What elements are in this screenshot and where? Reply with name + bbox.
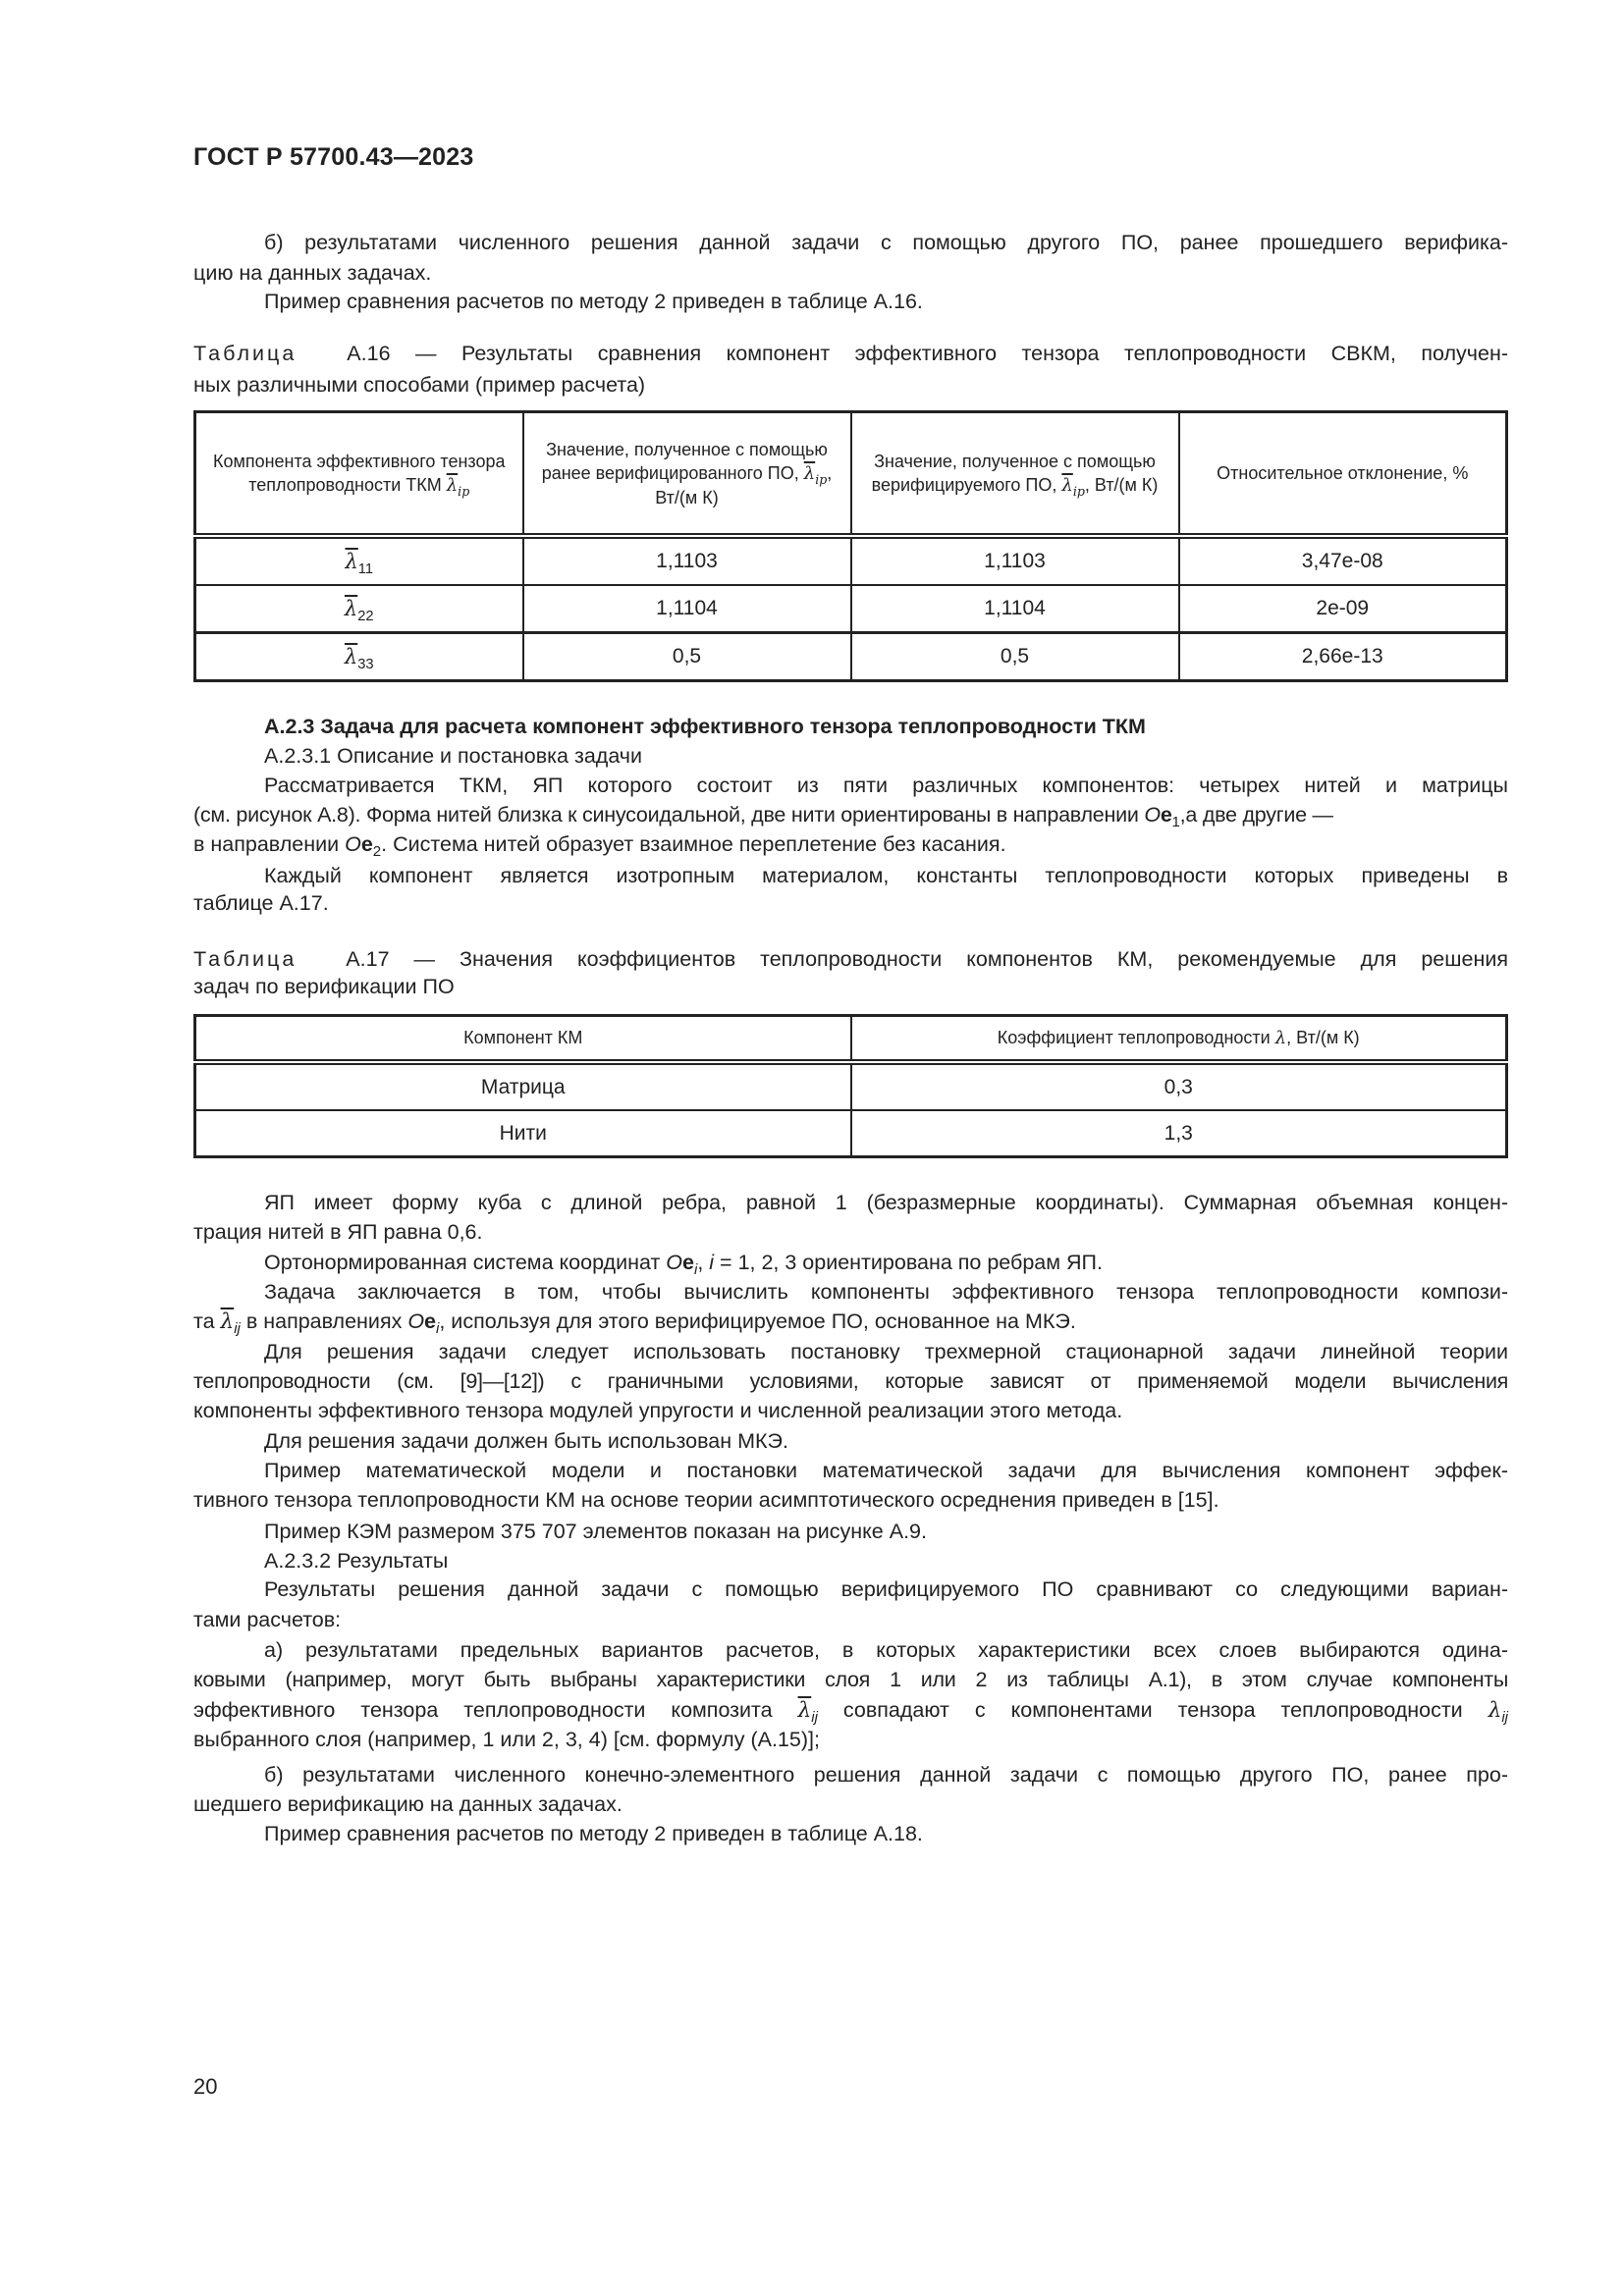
paragraph-line: тами расчетов: <box>193 1608 342 1631</box>
table-caption: задач по верификации ПО <box>193 975 455 998</box>
table-row <box>195 1110 1507 1157</box>
paragraph-line: Для решения задачи должен быть использован МКЭ. <box>264 1429 788 1453</box>
paragraph-line: в направлении $Oe_2$. Система нитей образует взаимное переплетение без касания. <box>193 832 1006 860</box>
value-cell: 0,3 <box>851 1062 1507 1110</box>
table-a17 <box>193 1014 1508 1158</box>
table-caption-text: А.16 — Результаты сравнения компонент эффективного тензора теплопроводности СВКМ, получен- <box>347 342 1508 365</box>
verified-value-cell: 1,1104 <box>851 585 1179 633</box>
paragraph-line: Пример сравнения расчетов по методу 2 приведен в таблице А.18. <box>264 1822 923 1845</box>
paragraph-line: ЯП имеет форму куба с длиной ребра, равной 1 (безразмерные координаты). Суммарная объемная концен- <box>264 1191 1508 1214</box>
document-header: ГОСТ Р 57700.43—2023 <box>193 143 474 171</box>
paragraph-line: теплопроводности (см. [9]—[12]) с граничными условиями, которые зависят от применяемой модели вычисления <box>193 1369 1508 1393</box>
table-header-cell: Значение, полученное с помощью ранее верифицированного ПО, $\overline{\lambda}_{ip}$, Вт/(м К) <box>523 412 851 537</box>
component-cell: $\overline{\lambda}_{11}$ <box>195 536 523 585</box>
paragraph-line: б) результатами численного конечно-элементного решения данной задачи с помощью другого ПО, ранее про- <box>264 1763 1508 1787</box>
paragraph-line: Пример математической модели и постановки математической задачи для вычисления компонент эффек- <box>264 1459 1508 1482</box>
reference-value-cell: 1,1104 <box>523 585 851 633</box>
deviation-cell: 2e-09 <box>1179 585 1507 633</box>
paragraph-line: трация нитей в ЯП равна 0,6. <box>193 1220 483 1244</box>
paragraph-line: выбранного слоя (например, 1 или 2, 3, 4) [см. формулу (А.15)]; <box>193 1728 820 1751</box>
paragraph-line: Результаты решения данной задачи с помощью верифицируемого ПО сравнивают со следующими вариан- <box>264 1577 1508 1601</box>
paragraph-line: таблице А.17. <box>193 891 329 915</box>
paragraph-line: а) результатами предельных вариантов расчетов, в которых характеристики всех слоев выбираются одина- <box>264 1638 1508 1662</box>
table-row <box>195 585 1507 633</box>
paragraph-line: Задача заключается в том, чтобы вычислить компоненты эффективного тензора теплопроводности компози- <box>264 1280 1508 1304</box>
component-cell: Матрица <box>195 1062 851 1110</box>
paragraph-line: (см. рисунок А.8). Форма нитей близка к синусоидальной, две нити ориентированы в направлении $Oe_1,а$ две другие — <box>193 803 1333 830</box>
table-row <box>195 633 1507 681</box>
deviation-cell: 2,66e-13 <box>1179 633 1507 681</box>
table-header-cell: Компонента эффективного тензора теплопроводности ТКМ $\overline{\lambda}_{ip}$ <box>195 412 523 537</box>
paragraph-line: ковыми (например, могут быть выбраны характеристики слоя 1 или 2 из таблицы А.1), в этом случае компоненты <box>193 1668 1508 1691</box>
table-header-cell: Относительное отклонение, % <box>1179 412 1507 537</box>
table-row <box>195 1062 1507 1110</box>
reference-value-cell: 0,5 <box>523 633 851 681</box>
paragraph-line: цию на данных задачах. <box>193 261 432 285</box>
table-row <box>195 536 1507 585</box>
table-a16 <box>193 410 1508 682</box>
section-heading: А.2.3 Задача для расчета компонент эффективного тензора теплопроводности ТКМ <box>264 715 1146 738</box>
table-caption <box>193 944 1508 975</box>
table-header-cell: Компонент КМ <box>195 1016 851 1063</box>
paragraph-line: компоненты эффективного тензора модулей упругости и численной реализации этого метода. <box>193 1399 1123 1422</box>
subsection-heading: А.2.3.2 Результаты <box>264 1549 449 1573</box>
table-caption-text: А.17 — Значения коэффициентов теплопроводности компонентов КМ, рекомендуемые для решения <box>346 947 1508 971</box>
page-number: 20 <box>193 2074 218 2099</box>
paragraph-line: б) результатами численного решения данной задачи с помощью другого ПО, ранее прошедшего верифика- <box>264 231 1508 254</box>
component-cell: Нити <box>195 1110 851 1157</box>
verified-value-cell: 1,1103 <box>851 536 1179 585</box>
table-caption: ных различными способами (пример расчета) <box>193 373 646 397</box>
paragraph-line: эффективного тензора теплопроводности композита $\overline{\lambda}_{ij}$ совпадают с компонентами тензора теплопроводности $\lambda_{ij}$ <box>193 1698 1509 1726</box>
paragraph-line: тивного тензора теплопроводности КМ на основе теории асимптотического осреднения приведен в [15]. <box>193 1488 1219 1512</box>
paragraph-line: та $\overline{\lambda}_{ij}$ в направлениях $Oe_i$, используя для этого верифицируемое ПО, основанное на МКЭ. <box>193 1309 1076 1337</box>
subsection-heading: А.2.3.1 Описание и постановка задачи <box>264 744 643 768</box>
table-caption-label: Таблица <box>193 947 298 971</box>
component-cell: $\overline{\lambda}_{22}$ <box>195 585 523 633</box>
table-header-row <box>195 412 1507 537</box>
table-header-row <box>195 1016 1507 1063</box>
paragraph-line: Пример КЭМ размером 375 707 элементов показан на рисунке А.9. <box>264 1520 927 1543</box>
value-cell: 1,3 <box>851 1110 1507 1157</box>
reference-value-cell: 1,1103 <box>523 536 851 585</box>
component-cell: $\overline{\lambda}_{33}$ <box>195 633 523 681</box>
paragraph-line: шедшего верификацию на данных задачах. <box>193 1792 623 1816</box>
verified-value-cell: 0,5 <box>851 633 1179 681</box>
paragraph-line: Каждый компонент является изотропным материалом, константы теплопроводности которых приведены в <box>264 864 1508 887</box>
paragraph-line: Пример сравнения расчетов по методу 2 приведен в таблице А.16. <box>264 290 923 313</box>
table-header-cell: Значение, полученное с помощью верифицируемого ПО, $\overline{\lambda}_{ip}$, Вт/(м К) <box>851 412 1179 537</box>
table-header-cell: Коэффициент теплопроводности λ, Вт/(м К) <box>851 1016 1507 1063</box>
deviation-cell: 3,47e-08 <box>1179 536 1507 585</box>
table-caption-label: Таблица <box>193 342 298 365</box>
paragraph-line: Рассматривается ТКМ, ЯП которого состоит из пяти различных компонентов: четырех нитей и матрицы <box>264 774 1508 797</box>
paragraph-line: Для решения задачи следует использовать постановку трехмерной стационарной задачи линейной теории <box>264 1340 1508 1363</box>
paragraph-line: Ортонормированная система координат $Oe_i$, i = 1, 2, 3 ориентирована по ребрам ЯП. <box>264 1251 1103 1278</box>
table-caption <box>193 339 1508 369</box>
